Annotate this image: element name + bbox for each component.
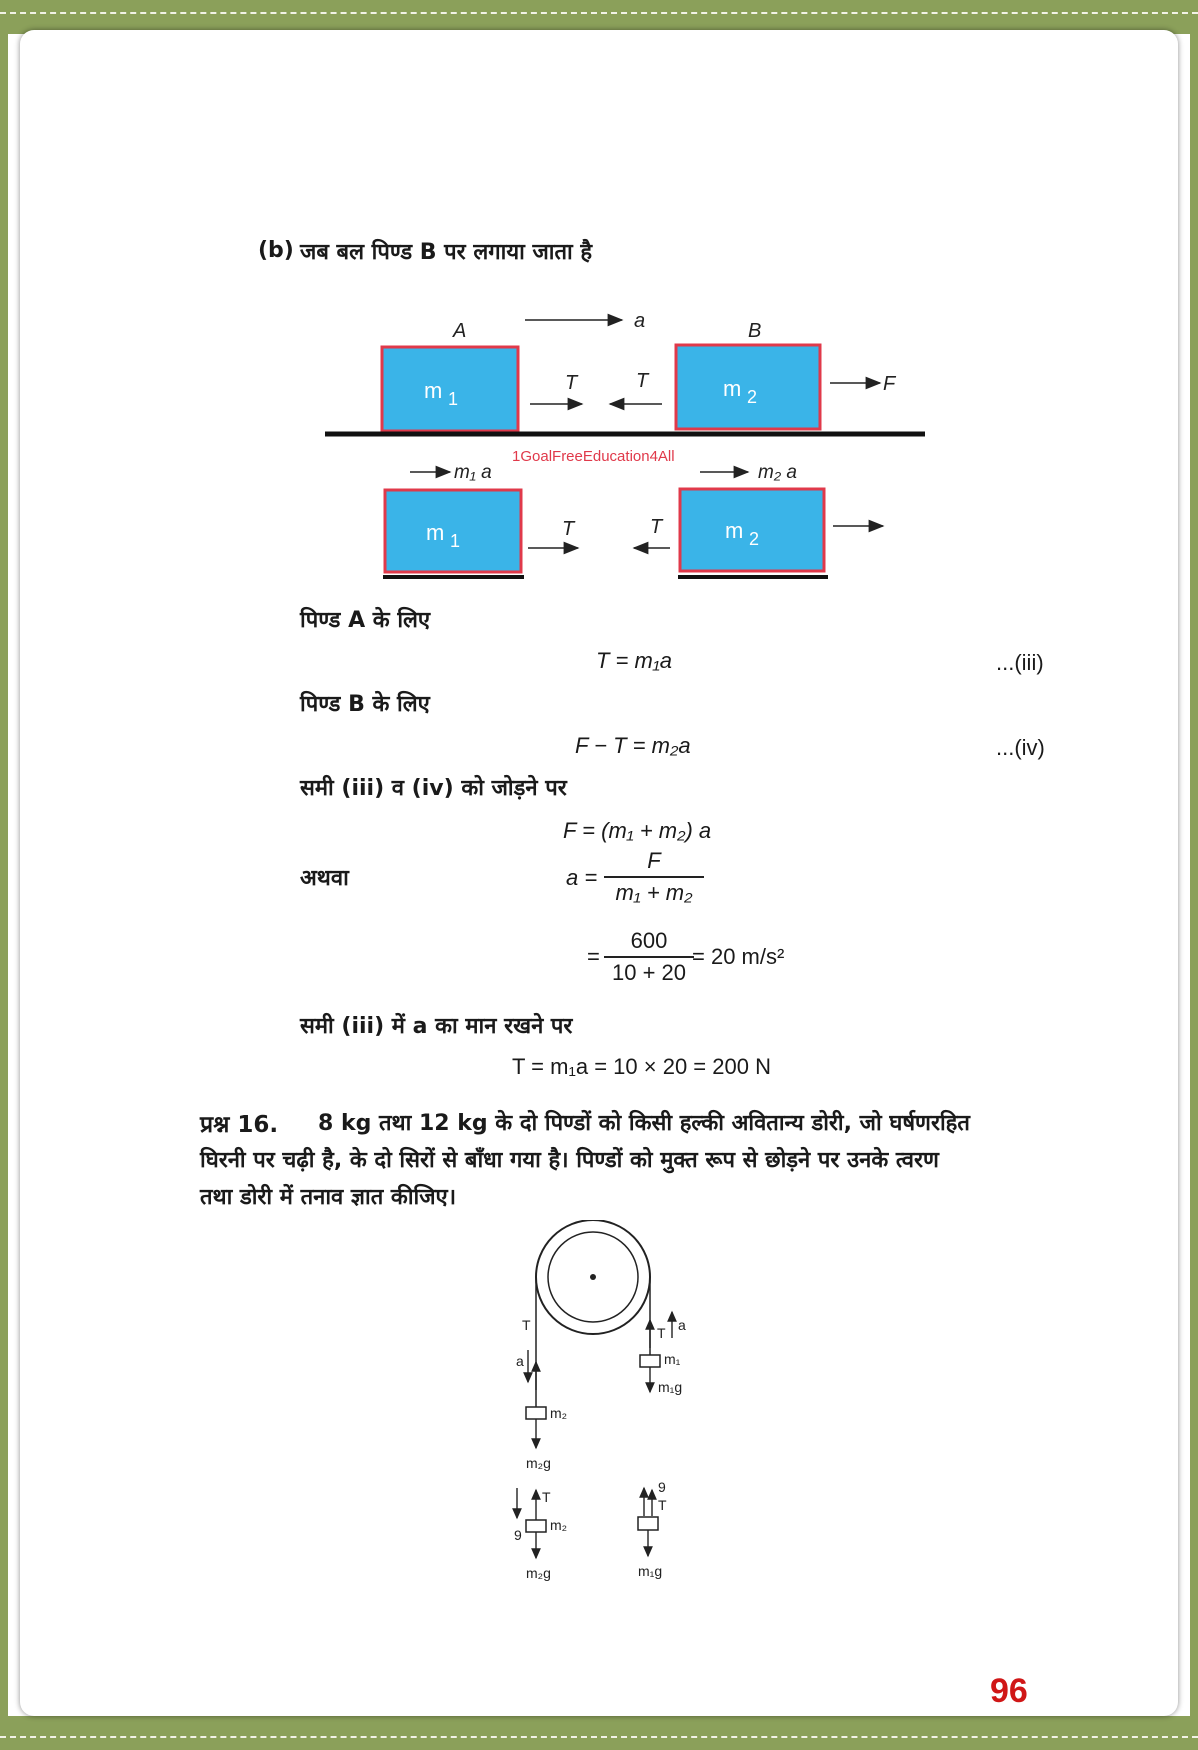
tension-left-label: T — [565, 372, 578, 394]
value-result: = 20 m/s² — [692, 944, 785, 969]
fbd1-g-label: 9 — [658, 1479, 666, 1495]
m1a-label: m₁ a — [454, 462, 492, 483]
question-line-2: घिरनी पर चढ़ी है, के दो सिरों से बाँधा गया है। पिण्डों को मुक्त रूप से छोड़ने पर उनके त्वरण — [200, 1148, 939, 1173]
block-m2-label: m — [723, 376, 742, 401]
mass-m2 — [526, 1407, 546, 1419]
for-B-label: पिण्ड B के लिए — [300, 692, 430, 717]
fbd2-mass-label: m₂ — [550, 1517, 568, 1533]
frame-dash-top — [0, 12, 1198, 14]
a-fraction-denominator: m₁ + m₂ — [615, 880, 693, 905]
fbd-m1-label: m — [426, 520, 445, 545]
equation-iv: F − T = m₂a — [575, 733, 691, 758]
watermark: 1GoalFreeEducation4All — [512, 448, 675, 465]
athva-label: अथवा — [300, 866, 349, 891]
part-label: (b) — [258, 238, 294, 263]
mass-m1 — [640, 1355, 660, 1367]
accel-label: a — [634, 310, 646, 332]
right-T-label: T — [657, 1325, 666, 1341]
equation-iii-tag: ...(iii) — [996, 650, 1044, 675]
tension-result: T = m₁a = 10 × 20 = 200 N — [512, 1054, 771, 1079]
fbd-m2-label: m — [725, 518, 744, 543]
fbd-tension-2-label: T — [650, 516, 663, 538]
part-heading: जब बल पिण्ड B पर लगाया जाता है — [300, 240, 593, 265]
mass-m1-label: m₁ — [664, 1351, 681, 1367]
fbd-tension-1-label: T — [562, 518, 575, 540]
equation-iii: T = m₁a — [596, 648, 673, 673]
adding-equations-text: समी (iii) व (iv) को जोड़ने पर — [300, 776, 567, 801]
block-m2-sub: 2 — [747, 387, 758, 407]
frame-bottom — [0, 1716, 1198, 1750]
question-line-3: तथा डोरी में तनाव ज्ञात कीजिए। — [200, 1185, 457, 1210]
m2a-label: m₂ a — [758, 462, 797, 483]
value-fraction-bar — [604, 956, 694, 958]
value-numerator: 600 — [630, 928, 668, 953]
tension-right-label: T — [636, 370, 649, 392]
block-m1-sub: 1 — [448, 389, 459, 409]
fbd2-m2g-label: m₂g — [526, 1565, 551, 1581]
page-number: 96 — [990, 1672, 1028, 1710]
pulley-diagram — [480, 1220, 740, 1640]
force-label: F — [883, 373, 896, 395]
mass-m2-label: m₂ — [550, 1405, 568, 1421]
substitute-text: समी (iii) में a का मान रखने पर — [300, 1014, 573, 1039]
a-fraction-bar — [604, 876, 704, 878]
equation-iv-tag: ...(iv) — [996, 735, 1045, 760]
right-a-label: a — [678, 1317, 686, 1333]
sum-equation: F = (m₁ + m₂) a — [563, 818, 712, 843]
fbd-m2-sub: 2 — [749, 529, 760, 549]
m1g-label: m₁g — [658, 1379, 683, 1395]
question-line-1: 8 kg तथा 12 kg के दो पिण्डों को किसी हल्की अवितान्य डोरी, जो घर्षणरहित — [318, 1111, 970, 1136]
value-equals: = — [587, 944, 600, 969]
fbd2-T-label: T — [542, 1489, 551, 1505]
blocks-diagram — [300, 300, 940, 590]
block-m1-label: m — [424, 378, 443, 403]
label-A: A — [453, 320, 467, 342]
fbd1-m1g-label: m₁g — [638, 1563, 663, 1579]
frame-top — [0, 0, 1198, 34]
fbd1-mass — [638, 1517, 658, 1530]
frame-right — [1190, 0, 1198, 1750]
for-A-label: पिण्ड A के लिए — [300, 608, 431, 633]
question-label: प्रश्न 16. — [200, 1112, 279, 1138]
a-fraction-numerator: F — [647, 848, 661, 873]
fbd1-T-label: T — [658, 1497, 667, 1513]
a-fraction — [604, 848, 704, 906]
fbd-m1-sub: 1 — [450, 531, 461, 551]
m2g-label: m₂g — [526, 1455, 551, 1471]
frame-dash-bottom — [0, 1736, 1198, 1738]
value-denominator: 10 + 20 — [611, 960, 686, 985]
left-T-label: T — [522, 1317, 531, 1333]
label-B: B — [748, 320, 762, 342]
frame-left — [0, 0, 8, 1750]
fbd2-mass — [526, 1520, 546, 1532]
a-lhs: a = — [566, 865, 598, 890]
left-a-label: a — [516, 1353, 524, 1369]
value-fraction — [604, 928, 694, 986]
pulley-axle — [590, 1274, 596, 1280]
fbd2-g-label: 9 — [514, 1527, 522, 1543]
